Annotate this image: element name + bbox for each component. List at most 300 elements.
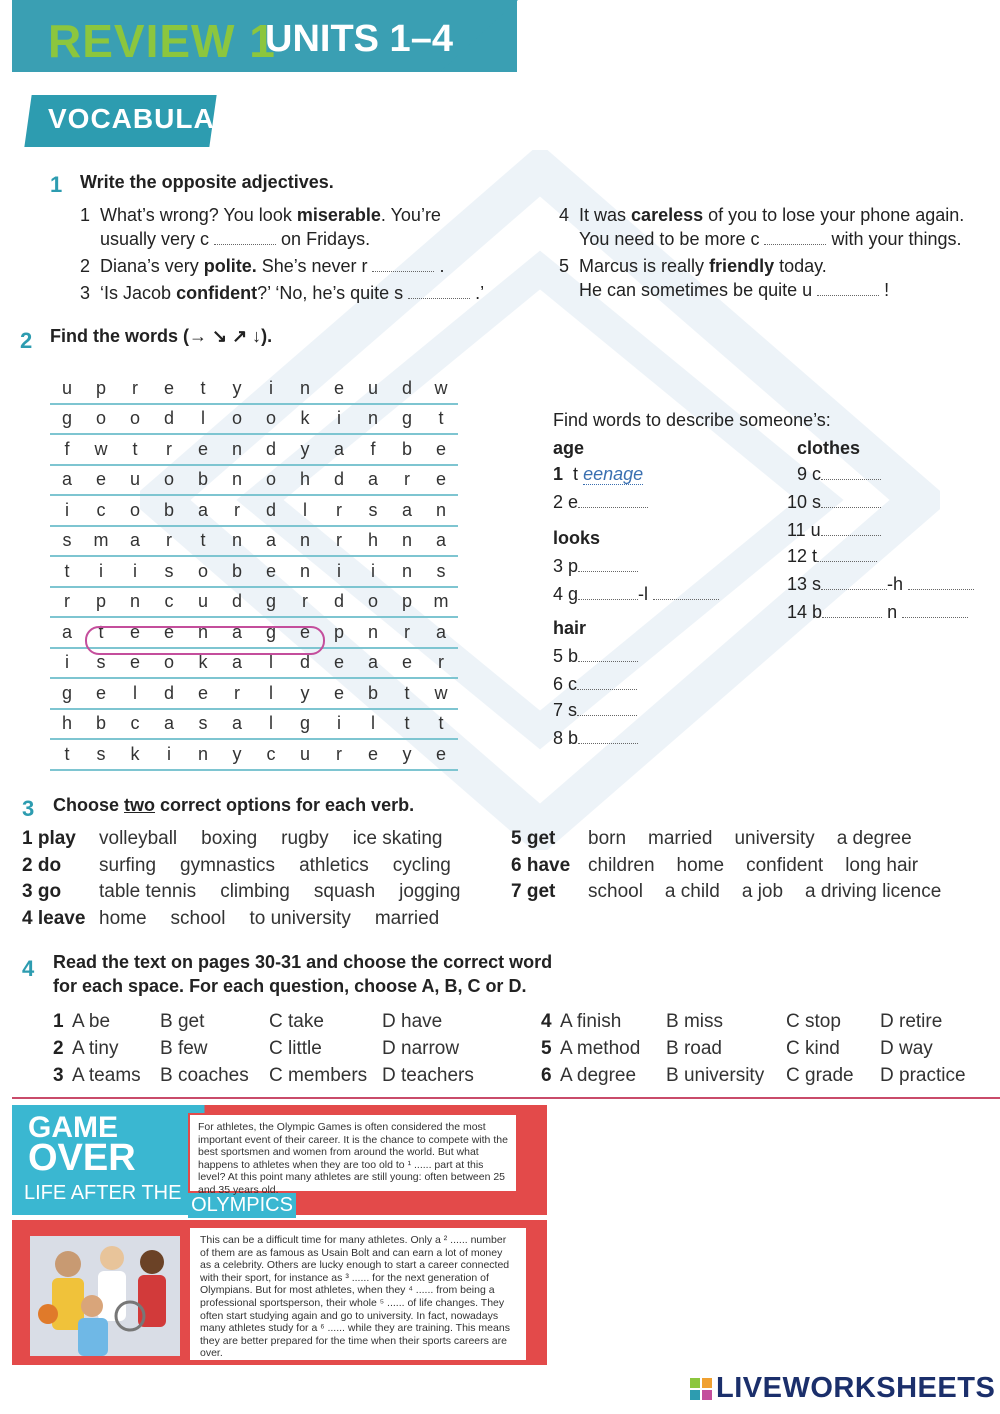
grid-cell[interactable]: g xyxy=(390,404,424,435)
ex3-option[interactable]: cycling xyxy=(392,854,451,876)
grid-cell[interactable]: s xyxy=(50,526,84,557)
grid-cell[interactable]: c xyxy=(84,495,118,526)
looks-answer-4: 4 g -l xyxy=(553,584,719,605)
found-word-highlight xyxy=(85,626,325,655)
option-letter: A xyxy=(72,1011,89,1032)
option-letter: A xyxy=(72,1038,89,1059)
grid-cell[interactable]: e xyxy=(424,434,458,465)
grid-cell[interactable]: c xyxy=(152,587,186,618)
grid-cell[interactable]: s xyxy=(186,709,220,740)
ex4-option-c[interactable] xyxy=(269,1065,367,1087)
grid-cell[interactable]: r xyxy=(390,617,424,648)
ex3-option[interactable]: jogging xyxy=(399,881,461,902)
category-clothes: clothes xyxy=(797,438,861,458)
answer-blank-3[interactable] xyxy=(408,284,470,299)
grid-cell[interactable]: n xyxy=(186,739,220,770)
grid-cell[interactable]: b xyxy=(84,709,118,740)
grid-cell[interactable]: u xyxy=(186,587,220,618)
grid-cell[interactable]: d xyxy=(254,495,288,526)
grid-row xyxy=(50,526,458,557)
grid-cell[interactable]: d xyxy=(152,678,186,709)
grid-cell[interactable]: t xyxy=(186,374,220,404)
grid-cell[interactable]: o xyxy=(186,556,220,587)
grid-cell[interactable]: e xyxy=(152,617,186,648)
option-word: university xyxy=(683,1065,765,1086)
ex3-option[interactable]: ice skating xyxy=(352,828,443,849)
ex4-option-b[interactable] xyxy=(666,1065,764,1087)
grid-cell[interactable]: e xyxy=(322,648,356,679)
grid-cell[interactable]: i xyxy=(322,709,356,740)
units-title: UNITS 1–4 xyxy=(265,18,453,60)
grid-cell[interactable]: m xyxy=(424,587,458,618)
grid-cell[interactable]: n xyxy=(220,465,254,496)
grid-cell[interactable]: b xyxy=(152,495,186,526)
grid-cell[interactable]: e xyxy=(288,617,322,648)
grid-cell[interactable]: r xyxy=(322,495,356,526)
grid-cell[interactable]: a xyxy=(424,526,458,557)
grid-cell[interactable]: l xyxy=(356,709,390,740)
grid-cell[interactable]: e xyxy=(356,739,390,770)
word-search-grid[interactable] xyxy=(50,374,458,771)
grid-cell[interactable]: i xyxy=(356,556,390,587)
grid-cell[interactable]: m xyxy=(84,526,118,557)
exercise-4-number: 4 xyxy=(22,956,35,981)
ex3-option[interactable]: a driving licence xyxy=(805,881,942,902)
ex3-option[interactable]: home xyxy=(676,854,725,876)
answer-blank-5[interactable] xyxy=(817,281,879,296)
grid-cell[interactable]: r xyxy=(118,374,152,404)
grid-cell[interactable]: l xyxy=(118,678,152,709)
ex3-option[interactable]: athletics xyxy=(299,854,369,876)
option-word: have xyxy=(401,1011,443,1032)
clothes-answer-10: 10 s xyxy=(787,492,881,513)
option-word: teams xyxy=(88,1065,141,1086)
ex4-option-d[interactable] xyxy=(880,1065,966,1087)
ex3-options-row xyxy=(588,881,963,903)
ex4-option-d[interactable] xyxy=(382,1011,442,1033)
hair-answer-7: 7 s xyxy=(553,700,637,721)
grid-cell[interactable]: e xyxy=(390,648,424,679)
ex4-option-d[interactable] xyxy=(880,1011,942,1033)
grid-cell[interactable]: s xyxy=(84,648,118,679)
grid-cell[interactable]: t xyxy=(50,556,84,587)
grid-cell[interactable]: d xyxy=(390,374,424,404)
grid-cell[interactable]: s xyxy=(152,556,186,587)
grid-cell[interactable]: i xyxy=(118,556,152,587)
grid-row xyxy=(50,739,458,770)
clothes-answer-14: 14 b n xyxy=(787,602,968,623)
ex4-option-a[interactable] xyxy=(72,1065,141,1087)
grid-cell[interactable]: p xyxy=(84,374,118,404)
grid-cell[interactable]: e xyxy=(322,374,356,404)
article-paragraph-1: For athletes, the Olympic Games is often considered the most important event of their career. It is the chance to compete with the best sportsmen and women from around the world. But what happens to athletes when they are too old to ¹ ...... part at this level? At this point many athletes are still young: often between 25 and 35 years old. xyxy=(188,1113,518,1193)
option-letter: C xyxy=(786,1011,805,1032)
ex3-option[interactable]: rugby xyxy=(281,828,329,849)
ex4-option-b[interactable] xyxy=(160,1038,208,1060)
ex3-option[interactable]: confident xyxy=(746,854,824,876)
ex4-option-b[interactable] xyxy=(666,1038,722,1060)
grid-cell[interactable]: r xyxy=(50,587,84,618)
grid-cell[interactable]: y xyxy=(390,739,424,770)
ex3-option[interactable]: a degree xyxy=(836,828,912,849)
option-word: road xyxy=(683,1038,722,1059)
grid-cell[interactable]: t xyxy=(84,617,118,648)
grid-cell[interactable]: a xyxy=(186,495,220,526)
grid-cell[interactable]: e xyxy=(84,678,118,709)
option-word: finish xyxy=(576,1011,622,1032)
grid-cell[interactable]: b xyxy=(390,434,424,465)
ex3-verb: 1 play xyxy=(22,828,76,849)
answer-blank-2[interactable] xyxy=(372,257,434,272)
grid-cell[interactable]: y xyxy=(220,374,254,404)
grid-cell[interactable]: e xyxy=(152,374,186,404)
grid-cell[interactable]: d xyxy=(220,587,254,618)
grid-row xyxy=(50,374,458,404)
ex3-option[interactable]: a child xyxy=(664,881,720,902)
grid-cell[interactable]: p xyxy=(84,587,118,618)
ex3-option[interactable]: home xyxy=(99,907,147,929)
option-letter: D xyxy=(880,1038,899,1059)
hair-answer-8: 8 b xyxy=(553,728,638,749)
ex1-item-5-line2: He can sometimes be quite u ! xyxy=(579,280,890,300)
ex4-option-a[interactable] xyxy=(560,1011,621,1033)
grid-cell[interactable]: a xyxy=(152,709,186,740)
grid-cell[interactable]: n xyxy=(390,556,424,587)
option-letter: D xyxy=(880,1065,899,1086)
grid-cell[interactable]: s xyxy=(424,556,458,587)
grid-cell[interactable]: w xyxy=(424,678,458,709)
grid-cell[interactable]: t xyxy=(390,678,424,709)
grid-cell[interactable]: n xyxy=(356,404,390,435)
grid-cell[interactable]: u xyxy=(356,374,390,404)
option-word: few xyxy=(177,1038,208,1059)
option-letter: B xyxy=(160,1011,178,1032)
grid-cell[interactable]: i xyxy=(322,404,356,435)
grid-cell[interactable]: s xyxy=(84,739,118,770)
hair-answer-6: 6 c xyxy=(553,674,637,695)
grid-cell[interactable]: g xyxy=(50,678,84,709)
grid-cell[interactable]: a xyxy=(220,648,254,679)
grid-cell[interactable]: o xyxy=(254,404,288,435)
grid-cell[interactable]: o xyxy=(220,404,254,435)
grid-cell[interactable]: a xyxy=(356,465,390,496)
grid-cell[interactable]: i xyxy=(84,556,118,587)
option-letter: D xyxy=(382,1038,401,1059)
grid-cell[interactable]: a xyxy=(118,526,152,557)
grid-cell[interactable]: r xyxy=(322,739,356,770)
grid-cell[interactable]: r xyxy=(220,495,254,526)
grid-cell[interactable]: h xyxy=(356,526,390,557)
grid-cell[interactable]: l xyxy=(254,648,288,679)
option-letter: C xyxy=(269,1038,288,1059)
ex3-options-row xyxy=(99,881,484,903)
ex4-question-number: 1 xyxy=(53,1011,64,1032)
grid-cell[interactable]: g xyxy=(254,617,288,648)
ex3-option[interactable]: gymnastics xyxy=(180,854,276,876)
ex3-option[interactable]: climbing xyxy=(220,881,290,902)
liveworksheets-logo-icon xyxy=(690,1378,712,1400)
option-word: be xyxy=(88,1011,111,1032)
grid-cell[interactable]: r xyxy=(424,648,458,679)
option-word: narrow xyxy=(401,1038,460,1059)
option-letter: A xyxy=(560,1038,577,1059)
option-letter: C xyxy=(786,1038,805,1059)
option-word: take xyxy=(288,1011,324,1032)
grid-cell[interactable]: k xyxy=(288,404,322,435)
grid-cell[interactable]: p xyxy=(390,587,424,618)
grid-cell[interactable]: d xyxy=(322,587,356,618)
ex4-option-a[interactable] xyxy=(72,1011,110,1033)
grid-cell[interactable]: l xyxy=(288,495,322,526)
grid-cell[interactable]: e xyxy=(84,465,118,496)
grid-cell[interactable]: u xyxy=(118,465,152,496)
grid-cell[interactable]: k xyxy=(186,648,220,679)
ex3-option[interactable]: children xyxy=(588,854,655,876)
grid-cell[interactable]: s xyxy=(356,495,390,526)
option-word: little xyxy=(288,1038,322,1059)
section-title: VOCABULARY xyxy=(48,103,255,134)
ex3-option[interactable]: to university xyxy=(249,907,351,929)
grid-cell[interactable]: i xyxy=(50,495,84,526)
grid-cell[interactable]: a xyxy=(254,526,288,557)
grid-cell[interactable]: n xyxy=(186,617,220,648)
grid-cell[interactable]: i xyxy=(50,648,84,679)
option-letter: B xyxy=(666,1011,684,1032)
grid-cell[interactable]: l xyxy=(254,678,288,709)
ex3-verb: 3 go xyxy=(22,881,62,902)
grid-cell[interactable]: n xyxy=(220,434,254,465)
grid-cell[interactable]: a xyxy=(220,617,254,648)
ex3-option[interactable]: university xyxy=(734,828,815,849)
grid-cell[interactable]: b xyxy=(356,678,390,709)
grid-cell[interactable]: t xyxy=(390,709,424,740)
grid-cell[interactable]: h xyxy=(50,709,84,740)
ex4-option-c[interactable] xyxy=(786,1011,841,1033)
grid-cell[interactable]: i xyxy=(152,739,186,770)
ex3-verb: 7 get xyxy=(511,881,556,902)
ex1-item-4: 4 It was careless of you to lose your phone again. xyxy=(559,205,965,225)
ex3-option[interactable]: squash xyxy=(313,881,376,902)
ex4-option-a[interactable] xyxy=(560,1065,636,1087)
grid-cell[interactable]: r xyxy=(288,587,322,618)
ex3-option[interactable]: school xyxy=(170,907,226,929)
grid-cell[interactable]: n xyxy=(356,617,390,648)
ex4-option-b[interactable] xyxy=(666,1011,723,1033)
ex4-option-d[interactable] xyxy=(382,1038,459,1060)
option-letter: A xyxy=(560,1065,577,1086)
grid-cell[interactable]: e xyxy=(186,434,220,465)
ex3-option[interactable]: volleyball xyxy=(99,828,178,849)
grid-cell[interactable]: a xyxy=(322,434,356,465)
grid-cell[interactable]: d xyxy=(254,434,288,465)
option-letter: D xyxy=(382,1065,401,1086)
ex4-question-number: 4 xyxy=(541,1011,552,1032)
grid-cell[interactable]: r xyxy=(322,526,356,557)
ex1-item-1-line2: usually very c on Fridays. xyxy=(100,229,371,249)
grid-cell[interactable]: t xyxy=(50,739,84,770)
option-word: retire xyxy=(899,1011,943,1032)
ex3-option[interactable]: boxing xyxy=(201,828,258,849)
clothes-answer-13: 13 s -h xyxy=(787,574,974,595)
grid-cell[interactable]: c xyxy=(254,739,288,770)
grid-cell[interactable]: e xyxy=(118,648,152,679)
option-letter: C xyxy=(786,1065,805,1086)
athletes-photo xyxy=(30,1236,180,1356)
option-letter: D xyxy=(382,1011,401,1032)
ex1-item-2: 2 Diana’s very polite. She’s never r . xyxy=(80,256,445,276)
ex3-verb: 4 leave xyxy=(22,907,86,929)
grid-cell[interactable]: e xyxy=(424,739,458,770)
option-word: way xyxy=(899,1038,933,1059)
option-word: teachers xyxy=(401,1065,474,1086)
grid-cell[interactable]: r xyxy=(152,526,186,557)
grid-cell[interactable]: a xyxy=(424,617,458,648)
age-answer-1: 1 t eenage xyxy=(553,464,644,484)
grid-cell[interactable]: g xyxy=(254,587,288,618)
grid-cell[interactable]: p xyxy=(322,617,356,648)
grid-cell[interactable]: b xyxy=(220,556,254,587)
ex3-option[interactable]: long hair xyxy=(845,854,919,876)
grid-cell[interactable]: e xyxy=(118,617,152,648)
answer-blank-1[interactable] xyxy=(214,230,276,245)
ex3-option[interactable]: a job xyxy=(741,881,784,902)
brand-name[interactable]: LIVEWORKSHEETS xyxy=(716,1372,996,1404)
grid-cell[interactable]: a xyxy=(50,465,84,496)
review-title: REVIEW 1 xyxy=(48,15,276,67)
ex3-option[interactable]: married xyxy=(648,828,713,849)
exercise-4-instruction-1: Read the text on pages 30-31 and choose the correct word xyxy=(53,952,553,972)
grid-cell[interactable]: l xyxy=(186,404,220,435)
grid-cell[interactable]: o xyxy=(118,404,152,435)
grid-cell[interactable]: r xyxy=(220,678,254,709)
ex3-options-row xyxy=(588,828,934,850)
grid-cell[interactable]: t xyxy=(424,709,458,740)
grid-cell[interactable]: d xyxy=(152,404,186,435)
grid-cell[interactable]: n xyxy=(424,495,458,526)
grid-cell[interactable]: h xyxy=(288,465,322,496)
grid-cell[interactable]: a xyxy=(220,709,254,740)
grid-cell[interactable]: n xyxy=(288,556,322,587)
ex4-option-c[interactable] xyxy=(786,1065,854,1087)
grid-cell[interactable]: o xyxy=(356,587,390,618)
article-subtitle: LIFE AFTER THE xyxy=(24,1182,182,1204)
grid-cell[interactable]: e xyxy=(254,556,288,587)
grid-cell[interactable]: t xyxy=(424,404,458,435)
option-letter: C xyxy=(269,1065,288,1086)
grid-cell[interactable]: a xyxy=(356,648,390,679)
option-word: get xyxy=(177,1011,205,1032)
grid-cell[interactable]: l xyxy=(254,709,288,740)
ex4-option-b[interactable] xyxy=(160,1011,204,1033)
grid-cell[interactable]: o xyxy=(254,465,288,496)
grid-cell[interactable]: w xyxy=(84,434,118,465)
answer-blank-4[interactable] xyxy=(764,230,826,245)
grid-cell[interactable]: g xyxy=(288,709,322,740)
grid-cell[interactable]: e xyxy=(424,465,458,496)
ex3-option[interactable]: school xyxy=(588,881,643,902)
grid-cell[interactable]: n xyxy=(390,526,424,557)
grid-cell[interactable]: i xyxy=(254,374,288,404)
grid-cell[interactable]: t xyxy=(118,434,152,465)
ex4-option-c[interactable] xyxy=(786,1038,840,1060)
grid-cell[interactable]: r xyxy=(152,434,186,465)
grid-cell[interactable]: n xyxy=(288,374,322,404)
ex3-options-row xyxy=(588,855,940,877)
ex1-item-4-line2: You need to be more c with your things. xyxy=(579,229,962,249)
option-letter: A xyxy=(560,1011,577,1032)
grid-cell[interactable]: g xyxy=(50,404,84,435)
grid-cell[interactable]: a xyxy=(50,617,84,648)
grid-cell[interactable]: o xyxy=(84,404,118,435)
ex4-option-d[interactable] xyxy=(880,1038,933,1060)
grid-cell[interactable]: b xyxy=(186,465,220,496)
ex4-option-d[interactable] xyxy=(382,1065,474,1087)
grid-cell[interactable]: u xyxy=(288,739,322,770)
grid-cell[interactable]: n xyxy=(118,587,152,618)
grid-cell[interactable]: d xyxy=(322,465,356,496)
ex4-option-a[interactable] xyxy=(560,1038,640,1060)
ex4-question-number: 5 xyxy=(541,1038,552,1059)
ex4-option-c[interactable] xyxy=(269,1011,324,1033)
grid-cell[interactable]: y xyxy=(220,739,254,770)
grid-cell[interactable]: i xyxy=(322,556,356,587)
grid-row xyxy=(50,495,458,526)
grid-cell[interactable]: t xyxy=(186,526,220,557)
grid-cell[interactable]: c xyxy=(118,709,152,740)
grid-row xyxy=(50,587,458,618)
exercise-2-instruction: Find the words (→ ↘ ↗ ↓). xyxy=(50,326,273,346)
grid-cell[interactable]: e xyxy=(186,678,220,709)
ex3-option[interactable]: table tennis xyxy=(99,881,197,902)
option-letter: B xyxy=(160,1038,178,1059)
ex4-option-b[interactable] xyxy=(160,1065,249,1087)
ex4-option-a[interactable] xyxy=(72,1038,118,1060)
grid-cell[interactable]: o xyxy=(118,495,152,526)
grid-cell[interactable]: f xyxy=(356,434,390,465)
option-word: grade xyxy=(805,1065,854,1086)
grid-cell[interactable]: y xyxy=(288,678,322,709)
grid-cell[interactable]: n xyxy=(220,526,254,557)
category-hair: hair xyxy=(553,618,587,638)
ex3-option[interactable]: surfing xyxy=(99,854,157,876)
ex3-option[interactable]: married xyxy=(374,907,440,929)
grid-row xyxy=(50,556,458,587)
describe-prompt: Find words to describe someone’s: xyxy=(553,410,831,430)
grid-cell[interactable]: n xyxy=(288,526,322,557)
grid-cell[interactable]: f xyxy=(50,434,84,465)
ex4-option-c[interactable] xyxy=(269,1038,322,1060)
ex3-verb: 5 get xyxy=(511,828,556,849)
grid-cell[interactable]: a xyxy=(390,495,424,526)
grid-cell[interactable]: e xyxy=(322,678,356,709)
grid-cell[interactable]: d xyxy=(288,648,322,679)
ex3-verb: 6 have xyxy=(511,854,571,876)
clothes-answer-9: 9 c xyxy=(797,464,881,485)
option-letter: A xyxy=(72,1065,89,1086)
grid-cell[interactable]: k xyxy=(118,739,152,770)
grid-cell[interactable]: y xyxy=(288,434,322,465)
grid-cell[interactable]: u xyxy=(50,374,84,404)
hair-answer-5: 5 b xyxy=(553,646,638,667)
option-word: practice xyxy=(899,1065,966,1086)
grid-cell[interactable]: o xyxy=(152,648,186,679)
option-letter: D xyxy=(880,1011,899,1032)
grid-cell[interactable]: r xyxy=(390,465,424,496)
grid-cell[interactable]: w xyxy=(424,374,458,404)
ex3-option[interactable]: born xyxy=(588,828,627,849)
grid-cell[interactable]: o xyxy=(152,465,186,496)
option-word: coaches xyxy=(177,1065,249,1086)
